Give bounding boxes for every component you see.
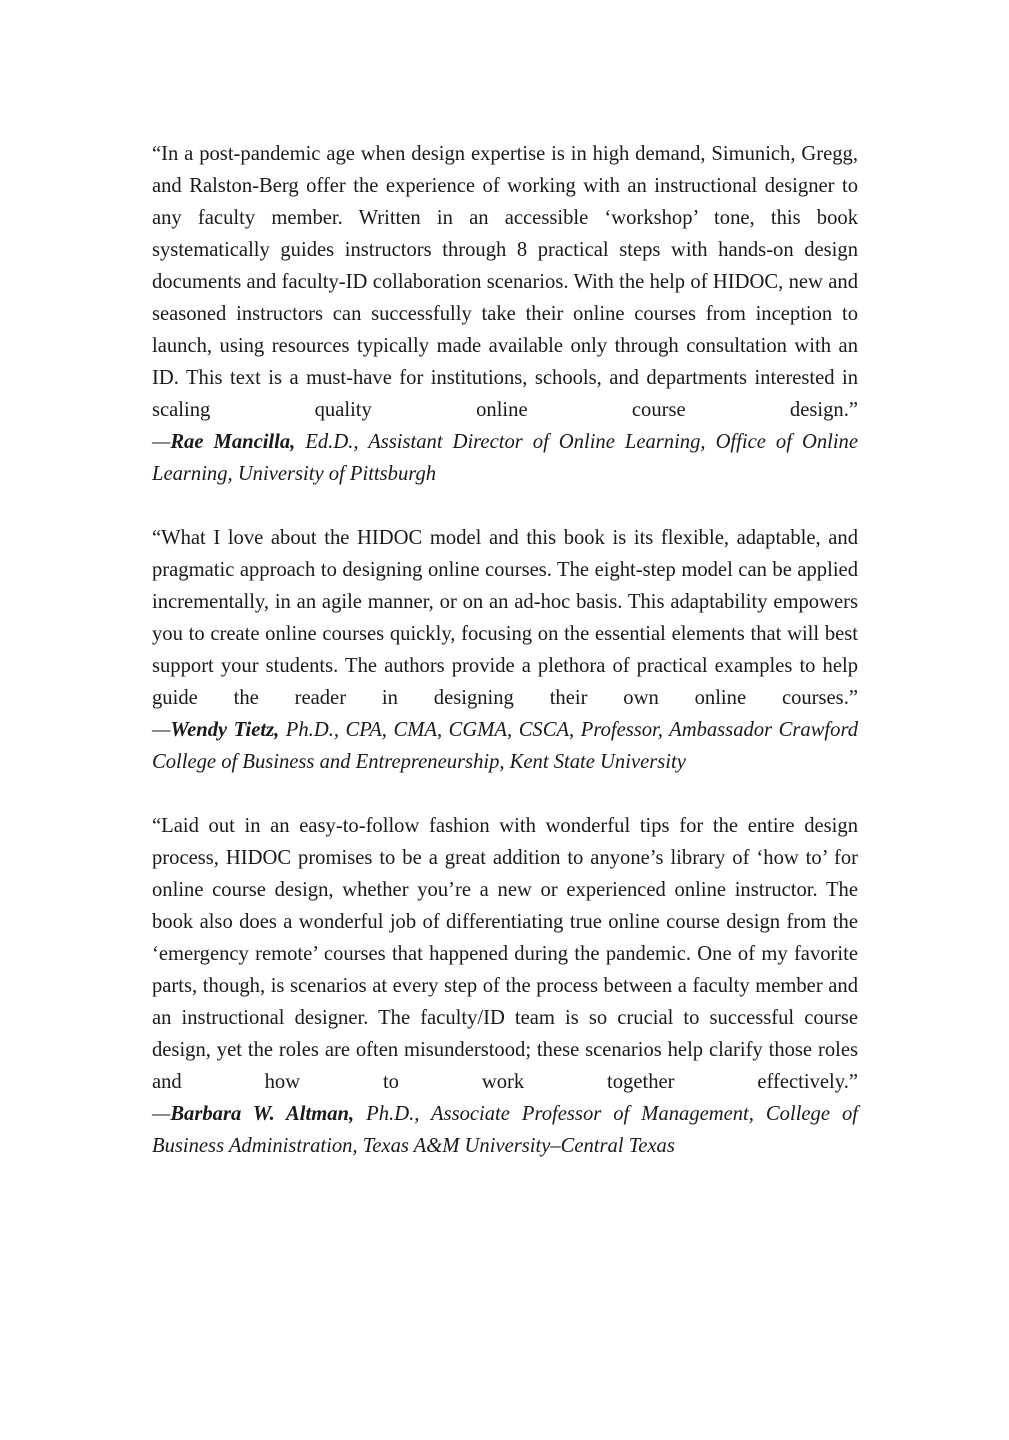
attribution-title: Ph.D., Associate Professor of Management, College of Business Administration, Texas A&M University–Central Texas (152, 1103, 859, 1157)
endorsement-quote: “In a post-pandemic age when design expertise is in high demand, Simunich, Gregg, and Ralston-Berg offer the experience of working with an instructional designer to any faculty member. Written in an accessible ‘workshop’ tone, this book systematically guides instructors through 8 practical steps with hands-on design documents and faculty-ID collaboration scenarios. With the help of HIDOC, new and seasoned instructors can successfully take their online courses from inception to launch, using resources typically made available only through consultation with an ID. This text is a must-have for institutions, schools, and departments interested in scaling quality online course design.” (152, 143, 858, 421)
attribution-dash: — (152, 431, 171, 453)
endorsement-2 (152, 522, 858, 778)
endorsement-quote: “What I love about the HIDOC model and this book is its flexible, adaptable, and pragmatic approach to designing online courses. The eight-step model can be applied incrementally, in an agile manner, or on an ad-hoc basis. This adaptability empowers you to create online courses quickly, focusing on the essential elements that will best support your students. The authors provide a plethora of practical examples to help guide the reader in designing their own online courses.” (152, 527, 858, 709)
attribution-title: Ph.D., CPA, CMA, CGMA, CSCA, Professor, Ambassador Crawford College of Business and Entrepreneurship, Kent State University (152, 719, 858, 773)
endorsements-page (152, 138, 858, 1194)
endorsement-attribution (152, 426, 858, 490)
attribution-name: Wendy Tietz, (170, 719, 280, 741)
endorsement-attribution (152, 714, 858, 778)
attribution-name: Rae Mancilla, (170, 431, 296, 453)
endorsement-3 (152, 810, 858, 1162)
endorsement-attribution (152, 1098, 858, 1162)
attribution-title: Ed.D., Assistant Director of Online Learning, Office of Online Learning, University of Pittsburgh (152, 431, 858, 485)
attribution-dash: — (152, 719, 171, 741)
attribution-name: Barbara W. Altman, (170, 1103, 355, 1125)
endorsement-1 (152, 138, 858, 490)
endorsement-quote: “Laid out in an easy-to-follow fashion with wonderful tips for the entire design process, HIDOC promises to be a great addition to anyone’s library of ‘how to’ for online course design, whether you’re a new or experienced online instructor. The book also does a wonderful job of differentiating true online course design from the ‘emergency remote’ courses that happened during the pandemic. One of my favorite parts, though, is scenarios at every step of the process between a faculty member and an instructional designer. The faculty/ID team is so crucial to successful course design, yet the roles are often misunderstood; these scenarios help clarify those roles and how to work together effectively.” (152, 815, 858, 1093)
attribution-dash: — (152, 1103, 171, 1125)
